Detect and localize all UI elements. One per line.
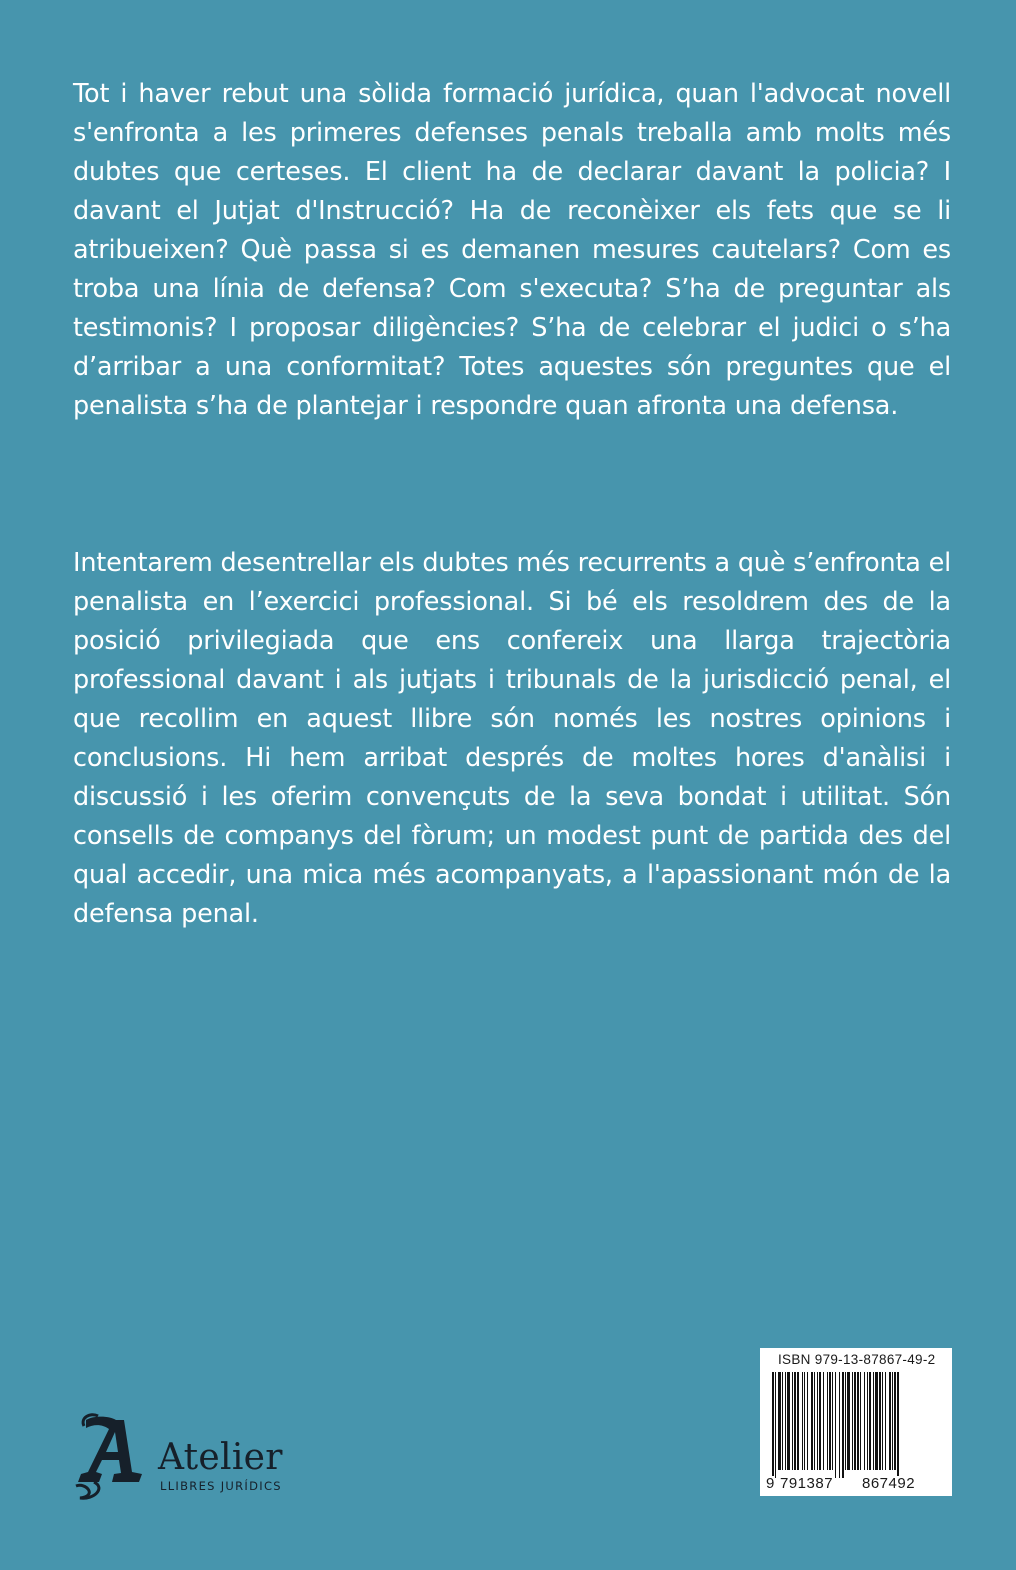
barcode-bar [894, 1372, 896, 1470]
barcode-bar [839, 1372, 840, 1478]
barcode-bar [879, 1372, 881, 1470]
atelier-letter-a-logo-icon [72, 1412, 154, 1500]
barcode-bar [778, 1372, 781, 1470]
barcode-bar [869, 1372, 871, 1470]
barcode-bar [847, 1372, 850, 1470]
barcode-bar [827, 1372, 828, 1470]
barcode-bar [802, 1372, 803, 1470]
barcode-bar [864, 1372, 865, 1470]
barcode-bar [873, 1372, 874, 1470]
barcode-bar [782, 1372, 783, 1470]
barcode-bar [889, 1372, 891, 1470]
description-paragraph-2: Intentarem desentrellar els dubtes més recurrents a què s’enfronta el penalista en l’exercici professional. Si bé els resoldrem des de la posició privilegiada que ens confereix una llarga trajectòria professional davant i als jutjats i tribunals de la jurisdicció penal, el que recollim en aquest llibre són només les nostres opinions i conclusions. Hi hem arribat després de moltes hores d'anàlisi i discussió i les oferim convençuts de la seva bondat i utilitat. Són consells de companys del fòrum; un modest punt de partida des del qual accedir, una mica més acompanyats, a l'apassionant món de la defensa penal. [73, 548, 951, 929]
barcode-bar [882, 1372, 883, 1470]
barcode-bar [817, 1372, 818, 1470]
barcode-bar [852, 1372, 853, 1470]
barcode-bar [867, 1372, 868, 1470]
barcode-bar [794, 1372, 796, 1470]
barcode-bar [785, 1372, 786, 1470]
barcode-bar [842, 1372, 844, 1478]
barcode-bar [875, 1372, 878, 1470]
isbn-barcode [760, 1348, 952, 1496]
barcode-bar [832, 1372, 833, 1470]
barcode-bar [819, 1372, 821, 1470]
barcode-bar [897, 1372, 899, 1478]
barcode-bar [892, 1372, 893, 1470]
barcode-bar [792, 1372, 793, 1470]
barcode-digits-left: 791387 [780, 1475, 834, 1492]
barcode-bar [857, 1372, 859, 1470]
barcode-bar [845, 1372, 846, 1470]
barcode-bar [814, 1372, 815, 1470]
publisher-subtitle: LLIBRES JURÍDICS [160, 1479, 282, 1493]
barcode-bar [772, 1372, 774, 1478]
barcode-bar [823, 1372, 824, 1470]
barcode-bar [804, 1372, 805, 1470]
barcode-bar [797, 1372, 799, 1470]
publisher-name: Atelier [158, 1437, 283, 1478]
publisher-logo [72, 1412, 312, 1502]
barcode-bar [860, 1372, 861, 1470]
barcode-digit-first: 9 [766, 1475, 775, 1492]
barcode-bar [775, 1372, 776, 1478]
barcode-digits-right: 867492 [862, 1475, 916, 1492]
barcode-bar [854, 1372, 856, 1470]
isbn-label: ISBN 979-13-87867-49-2 [778, 1352, 936, 1367]
barcode-bar [807, 1372, 808, 1470]
barcode-bar [885, 1372, 886, 1470]
description-paragraph-1: Tot i haver rebut una sòlida formació jurídica, quan l'advocat novell s'enfronta a les primeres defenses penals treballa amb molts més dubtes que certeses. El client ha de declarar davant la policia? I davant el Jutjat d'Instrucció? Ha de reconèixer els fets que se li atribueixen? Què passa si es demanen mesures cautelars? Com es troba una línia de defensa? Com s'executa? S’ha de preguntar als testimonis? I proposar diligències? S’ha de celebrar el judici o s’ha d’arribar a una conformitat? Totes aquestes són preguntes que el penalista s’ha de plantejar i respondre quan afronta una defensa. [73, 79, 951, 421]
barcode-bar [811, 1372, 813, 1470]
barcode-bar [787, 1372, 790, 1470]
barcode-bars [770, 1372, 944, 1478]
barcode-bar [829, 1372, 831, 1470]
barcode-bar [835, 1372, 836, 1478]
